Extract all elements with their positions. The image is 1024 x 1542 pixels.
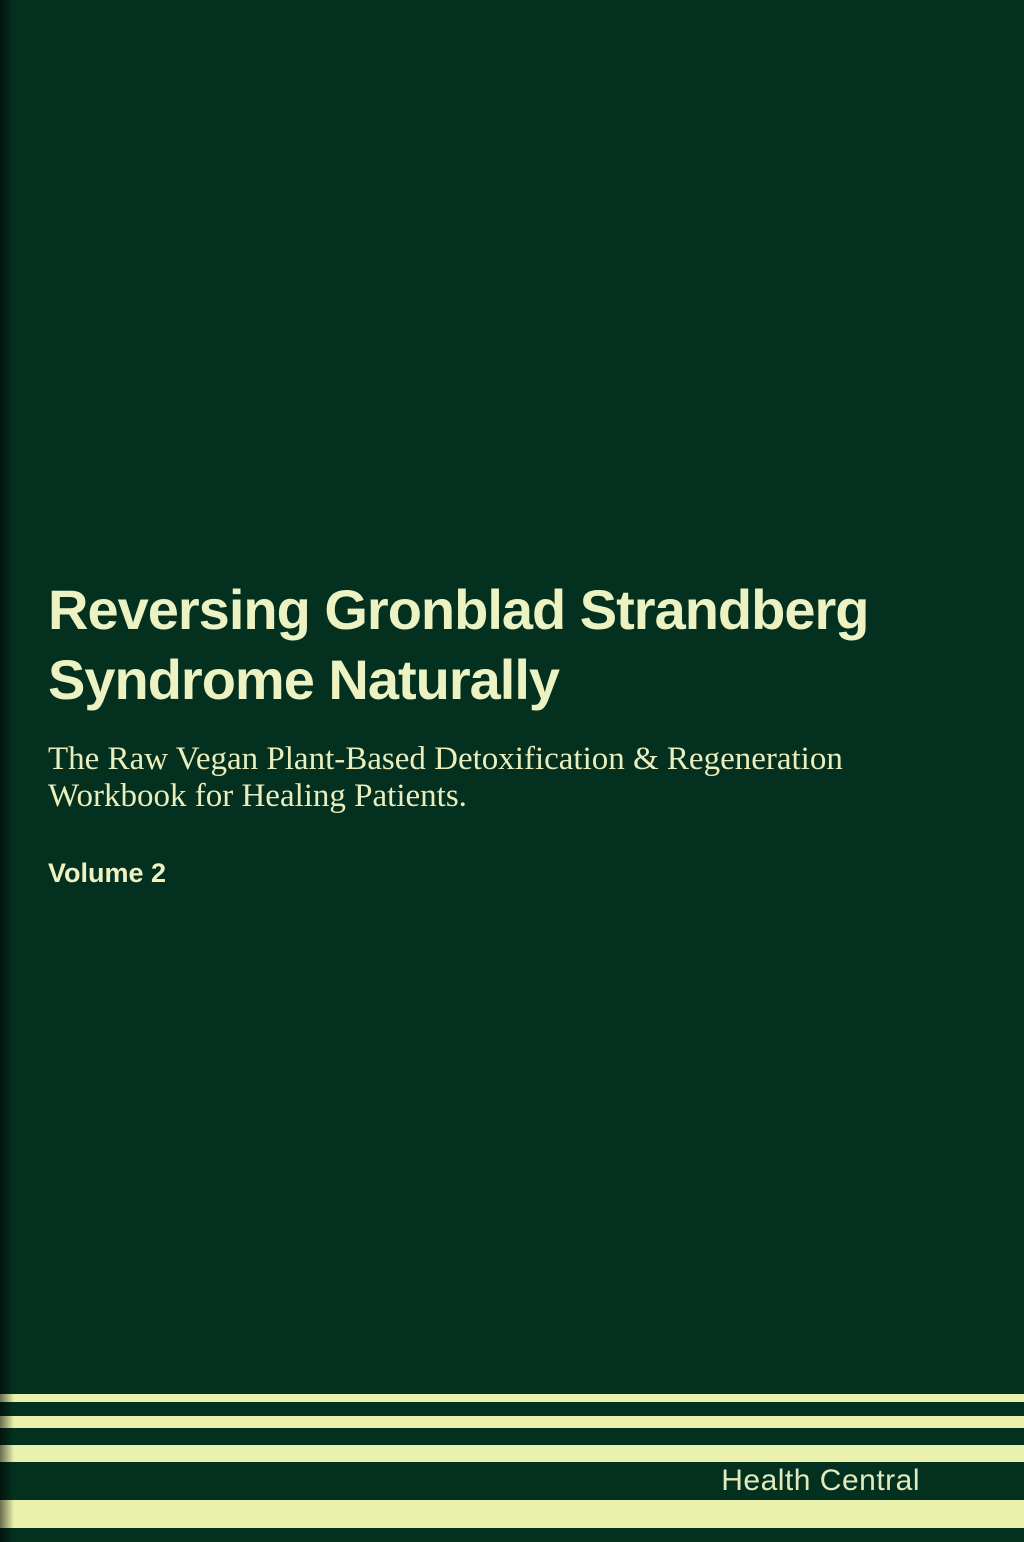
book-title-line-2: Syndrome Naturally [48,648,560,711]
book-title-line-1: Reversing Gronblad Strandberg [48,578,869,641]
footer-stripe-medium [0,1445,1024,1462]
left-edge-shadow [0,0,14,1542]
footer-stripe-thin-2 [0,1416,1024,1428]
book-subtitle [48,741,843,815]
publisher-name: Health Central [721,1464,920,1497]
volume-label: Volume 2 [48,858,167,888]
book-subtitle-line-1: The Raw Vegan Plant-Based Detoxification & Regeneration [48,741,843,777]
book-title [48,575,869,715]
book-subtitle-line-2: Workbook for Healing Patients. [48,778,467,814]
publisher-band [0,1462,1024,1500]
footer-stripe-thin-1 [0,1394,1024,1402]
footer-stripe-thick [0,1500,1024,1528]
